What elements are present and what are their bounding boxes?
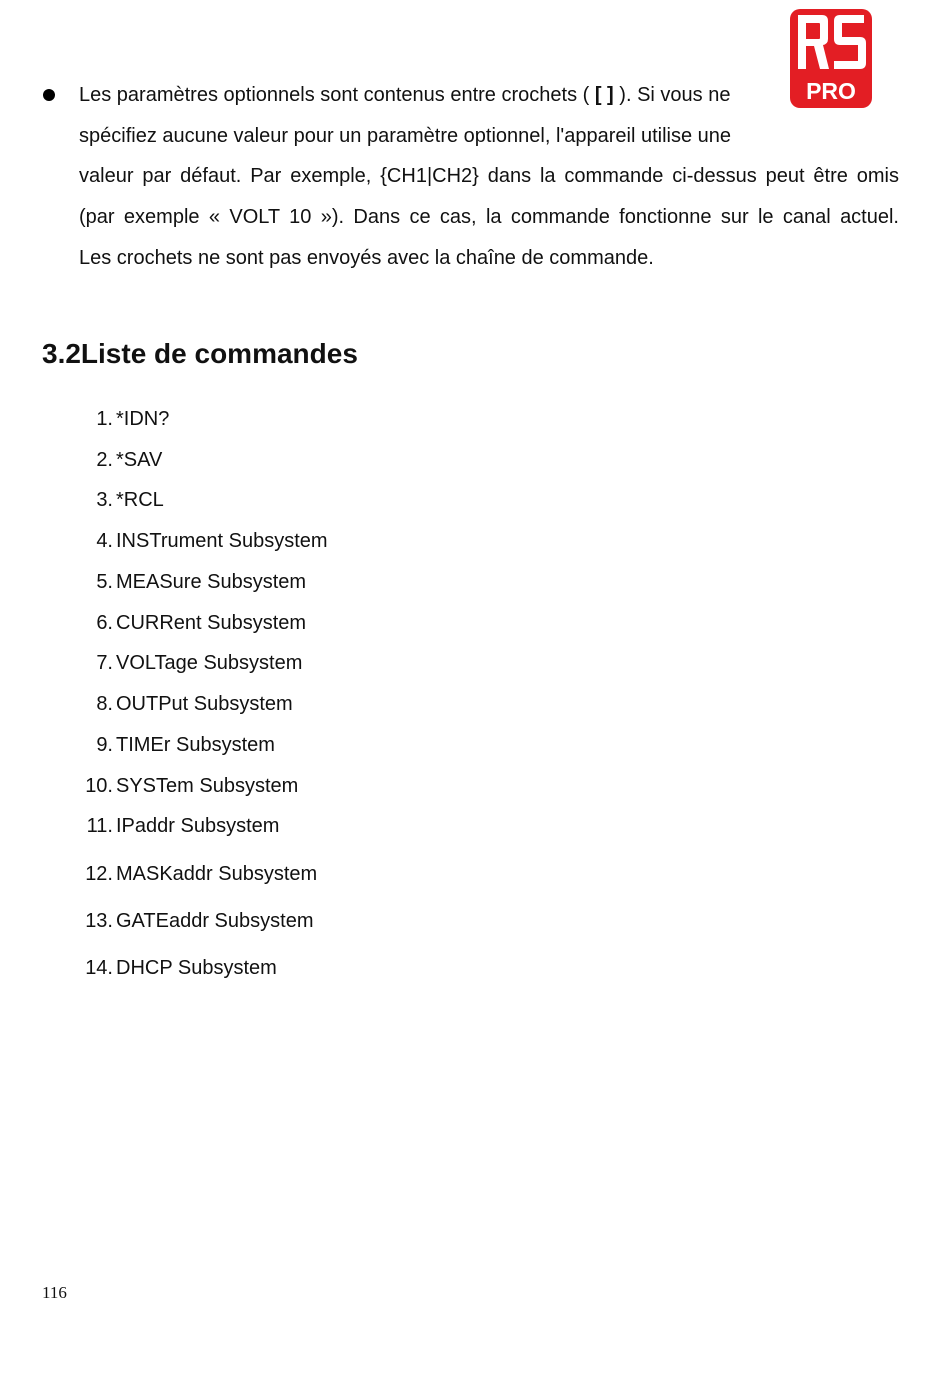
list-item: [40, 526, 328, 556]
list-item-number: 6.: [96, 612, 113, 634]
list-item-number: 1.: [96, 408, 113, 430]
bullet-line-1-pre: Les paramètres optionnels sont contenus entre crochets (: [79, 84, 595, 106]
list-item-label: TIMEr Subsystem: [116, 734, 275, 756]
list-item-label: MEASure Subsystem: [116, 571, 307, 593]
list-item-label: VOLTage Subsystem: [116, 652, 303, 674]
list-item: [40, 906, 313, 936]
page-number: 116: [42, 1283, 67, 1302]
list-item-number: 2.: [96, 449, 113, 471]
list-item: [40, 648, 302, 678]
list-item-label: IPaddr Subsystem: [116, 815, 280, 837]
list-item-label: *RCL: [116, 489, 164, 511]
bullet-line-2: spécifiez aucune valeur pour un paramètre optionnel, l'appareil utilise une: [79, 124, 732, 147]
list-item-label: INSTrument Subsystem: [116, 530, 328, 552]
list-item: [40, 953, 277, 983]
list-item-number: 14.: [85, 957, 113, 979]
bullet-line-4: (par exemple « VOLT 10 »). Dans ce cas, la commande fonctionne sur le canal actuel.: [79, 206, 899, 229]
list-item-label: SYSTem Subsystem: [116, 775, 299, 797]
list-item: [40, 689, 293, 719]
bullet-dot-icon: [43, 89, 55, 101]
list-item: [40, 811, 279, 841]
list-item: [40, 771, 298, 801]
list-item: [40, 485, 164, 515]
list-item-label: MASKaddr Subsystem: [116, 863, 318, 885]
list-item: [40, 404, 169, 434]
list-item-number: 4.: [96, 530, 113, 552]
section-title: 3.2Liste de commandes: [42, 338, 358, 369]
bullet-line-5: Les crochets ne sont pas envoyés avec la chaîne de commande.: [79, 246, 654, 269]
list-item: [40, 859, 317, 889]
list-item: [40, 730, 275, 760]
list-item-number: 9.: [96, 734, 113, 756]
list-item-label: *IDN?: [116, 408, 170, 430]
list-item-label: OUTPut Subsystem: [116, 693, 293, 715]
list-item-label: *SAV: [116, 449, 163, 471]
list-item-number: 5.: [96, 571, 113, 593]
bullet-text: [79, 75, 899, 279]
list-item-number: 8.: [96, 693, 113, 715]
list-item-number: 12.: [85, 863, 113, 885]
list-item-number: 3.: [96, 489, 113, 511]
list-item: [40, 445, 162, 475]
list-item-number: 10.: [85, 775, 113, 797]
list-item-number: 7.: [96, 652, 113, 674]
list-item-label: CURRent Subsystem: [116, 612, 307, 634]
bullet-line-1-post: ). Si vous ne: [613, 84, 731, 106]
list-item-label: GATEaddr Subsystem: [116, 910, 314, 932]
list-item: [40, 608, 306, 638]
list-item-number: 11.: [86, 815, 113, 837]
bullet-line-1: [79, 75, 799, 116]
list-item-number: 13.: [85, 910, 113, 932]
list-item-label: DHCP Subsystem: [116, 957, 277, 979]
bullet-line-1-bold: [ ]: [594, 84, 614, 106]
bullet-line-3: valeur par défaut. Par exemple, {CH1|CH2} dans la commande ci-dessus peut être omis: [79, 165, 899, 188]
logo-pro-text: PRO: [806, 78, 856, 104]
list-item: [40, 567, 306, 597]
